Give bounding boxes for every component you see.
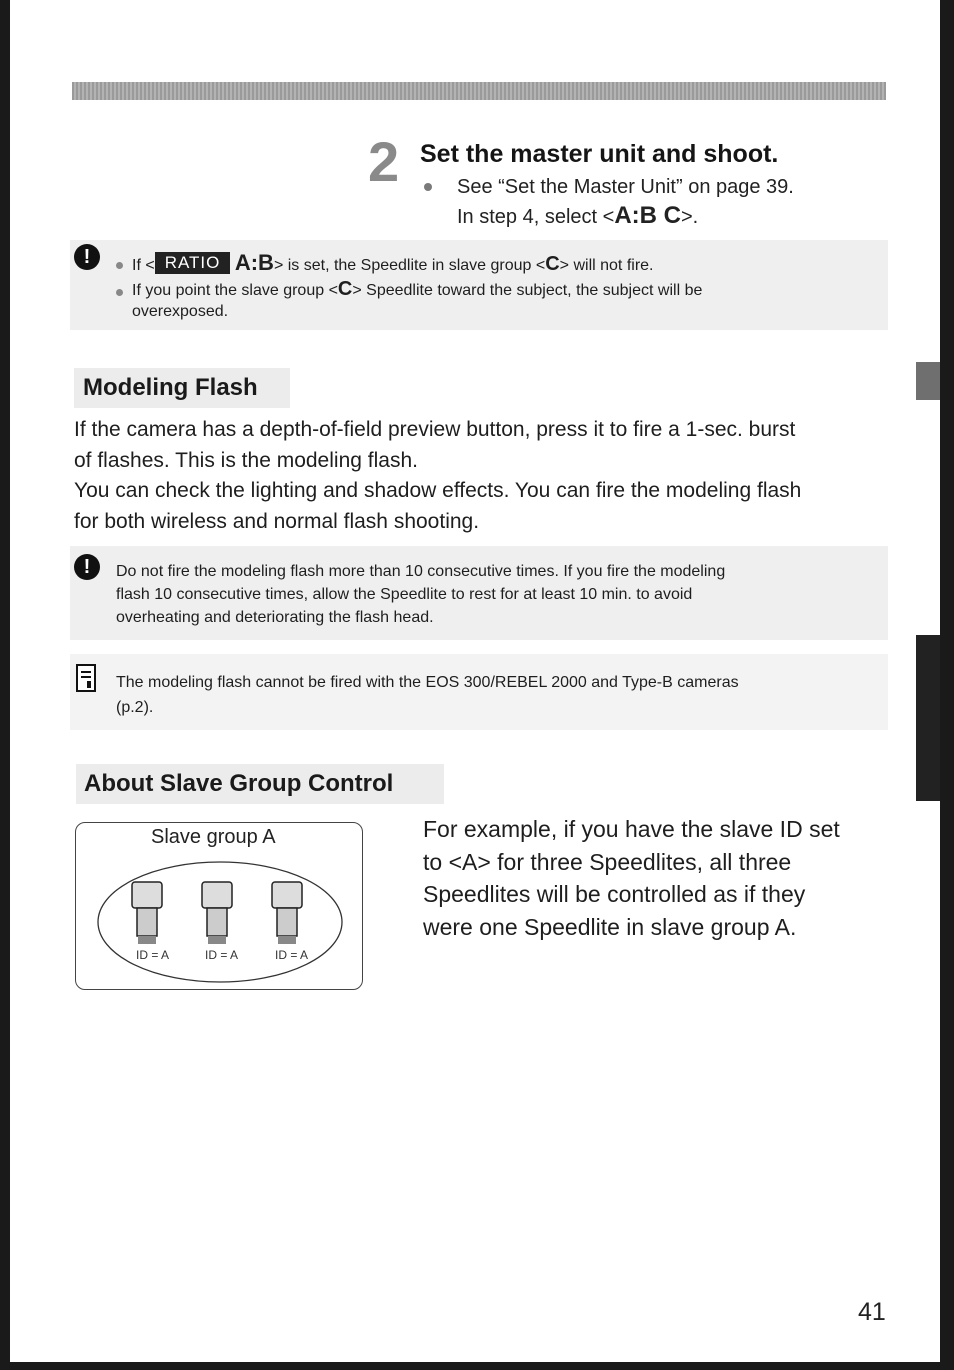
caution-icon: !	[74, 554, 100, 580]
step-title: Set the master unit and shoot.	[420, 140, 779, 168]
text-prefix: If <	[132, 257, 155, 274]
text-suffix: > Speedlite toward the subject, the subject will be	[352, 282, 703, 299]
bullet-dot	[424, 183, 432, 191]
section-heading-slave-group: About Slave Group Control	[84, 770, 394, 797]
group-symbol: C	[545, 253, 560, 275]
modeling-paragraph-line: of flashes. This is the modeling flash.	[74, 449, 418, 472]
slave-paragraph-line: For example, if you have the slave ID set	[423, 816, 840, 842]
page-edge-bottom	[0, 1362, 954, 1370]
note-line: The modeling flash cannot be fired with the EOS 300/REBEL 2000 and Type-B cameras	[116, 674, 739, 691]
step-line-2	[457, 202, 698, 230]
speedlite-group-illustration	[90, 850, 350, 984]
modeling-paragraph-line: for both wireless and normal flash shooting.	[74, 510, 480, 533]
caution-bullet-2-line-2: overexposed.	[132, 303, 229, 320]
bullet-dot	[116, 289, 123, 296]
caution-bullet-2	[132, 278, 702, 301]
bullet-dot	[116, 262, 123, 269]
step-line-2-prefix: In step 4, select <	[457, 206, 615, 228]
page-number: 41	[858, 1298, 886, 1326]
speedlite-id-label: ID = A	[136, 948, 170, 962]
modeling-paragraph-line: You can check the lighting and shadow effects. You can fire the modeling flash	[74, 479, 802, 502]
thumb-index-tab	[916, 635, 940, 801]
caution-icon: !	[74, 244, 100, 270]
caution-line: Do not fire the modeling flash more than 10 consecutive times. If you fire the modeling	[116, 563, 726, 580]
slave-paragraph-line: Speedlites will be controlled as if they	[423, 881, 806, 907]
caution-line: flash 10 consecutive times, allow the Speedlite to rest for at least 10 min. to avoid	[116, 586, 693, 603]
step-number: 2	[368, 130, 400, 193]
step-line-2-suffix: >.	[680, 206, 699, 228]
speedlite-icon	[272, 882, 302, 944]
page-edge-left	[0, 0, 10, 1370]
section-heading-modeling-flash: Modeling Flash	[83, 374, 258, 401]
thumb-index-tab-small	[916, 362, 940, 400]
speedlite-icon	[202, 882, 232, 944]
ratio-symbol: A:B	[234, 250, 274, 275]
caution-bullet-1	[132, 250, 653, 276]
page-edge-right	[940, 0, 954, 1370]
ratio-badge: RATIO	[155, 252, 231, 274]
memo-icon-glyph	[78, 666, 94, 690]
note-box	[70, 654, 888, 730]
slave-paragraph-line: were one Speedlite in slave group A.	[423, 914, 797, 940]
memo-icon	[76, 664, 96, 692]
group-symbol: C	[337, 278, 353, 300]
note-line: (p.2).	[116, 699, 154, 716]
speedlite-id-label: ID = A	[275, 948, 309, 962]
diagram-title: Slave group A	[151, 826, 276, 848]
speedlite-icon	[132, 882, 162, 944]
speedlite-id-label: ID = A	[205, 948, 239, 962]
caution-line: overheating and deteriorating the flash head.	[116, 609, 434, 626]
text-suffix: > will not fire.	[559, 257, 654, 274]
slave-paragraph-line: to <A> for three Speedlites, all three	[423, 849, 792, 875]
header-bar	[72, 82, 886, 100]
text-mid: > is set, the Speedlite in slave group <	[273, 257, 546, 274]
ratio-symbol: A:B C	[614, 202, 681, 229]
text-prefix: If you point the slave group <	[132, 282, 338, 299]
step-line-1: See “Set the Master Unit” on page 39.	[457, 176, 794, 198]
modeling-paragraph-line: If the camera has a depth-of-field preview button, press it to fire a 1-sec. burst	[74, 418, 796, 441]
